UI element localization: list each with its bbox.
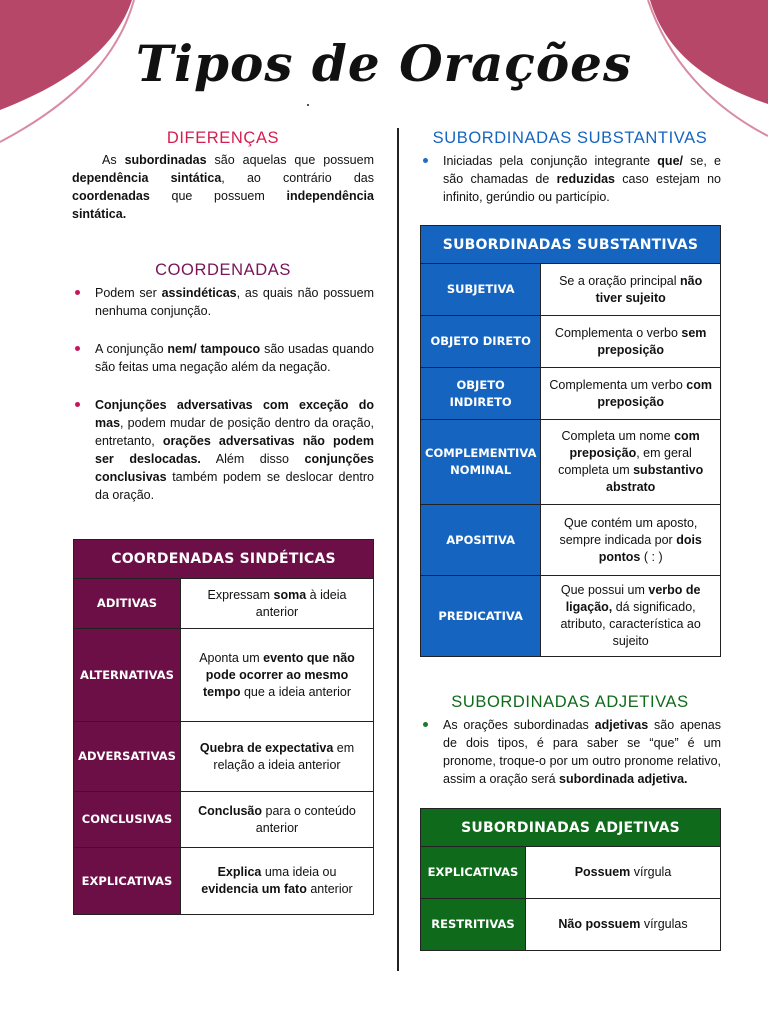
table-row (74, 629, 374, 722)
row-label: SUBJETIVA (421, 264, 541, 316)
subordinadas-adjetivas-table (420, 808, 721, 951)
table-header: COORDENADAS SINDÉTICAS (74, 540, 374, 579)
text-segment: Iniciadas pela conjunção integrante (443, 154, 658, 168)
text-segment: evento que não pode ocorrer ao mesmo tempo (203, 650, 355, 699)
text-segment: nem/ tampouco (167, 342, 261, 356)
text-segment: Além disso (200, 452, 305, 466)
text-segment: Complementa um verbo (549, 377, 687, 392)
column-divider (397, 128, 399, 971)
row-description (181, 792, 374, 848)
text-segment: dois pontos (598, 532, 702, 564)
text-segment: Se a oração principal (559, 273, 680, 288)
text-segment: evidencia um fato (201, 882, 307, 896)
coordenadas-sindeticas-table (73, 539, 374, 915)
text-segment: que possuem (149, 189, 287, 203)
row-label: ADVERSATIVAS (74, 722, 181, 792)
text-segment: uma ideia ou (261, 865, 337, 879)
text-segment: sem preposição (597, 325, 707, 357)
row-description (541, 264, 721, 316)
text-segment: Expressam (207, 587, 274, 602)
text-segment: assindéticas (161, 286, 237, 300)
text-segment: , podem mudar de posição dentro da oração, entretanto, (95, 416, 374, 448)
substantivas-list (420, 152, 721, 206)
text-segment: são aquelas que possuem (206, 153, 374, 167)
text-segment: para o conteúdo anterior (255, 803, 356, 835)
subordinadas-substantivas-table (420, 225, 721, 657)
text-segment: adjetivas (594, 718, 649, 732)
table-row (421, 899, 721, 951)
text-segment: Conclusão (198, 803, 263, 818)
row-description (181, 579, 374, 629)
row-label: ADITIVAS (74, 579, 181, 629)
text-segment: Completa um nome (561, 429, 675, 443)
table-row (74, 722, 374, 792)
text-segment: Podem ser (95, 286, 162, 300)
table-row (421, 368, 721, 420)
text-segment: A conjunção (95, 342, 168, 356)
text-segment: As orações subordinadas (443, 718, 595, 732)
row-description (181, 722, 374, 792)
text-segment: Que contém um aposto, sempre indicada por (559, 515, 698, 547)
text-segment: subordinadas (124, 153, 207, 167)
row-description (541, 368, 721, 420)
table-row (421, 420, 721, 505)
heading-coordenadas: COORDENADAS (155, 261, 291, 279)
row-label: PREDICATIVA (421, 576, 541, 657)
row-label: COMPLEMENTIVA NOMINAL (421, 420, 541, 505)
text-segment: vírgulas (640, 917, 688, 931)
text-segment: subordinada adjetiva. (559, 772, 688, 786)
row-label: EXPLICATIVAS (421, 847, 526, 899)
row-label: EXPLICATIVAS (74, 848, 181, 915)
heading-diferencas: DIFERENÇAS (166, 129, 280, 147)
adjetivas-list (420, 716, 721, 788)
row-description (526, 899, 721, 951)
text-segment: dependência sintática (72, 171, 222, 185)
row-description (181, 629, 374, 722)
table-row (74, 792, 374, 848)
decorative-dot (307, 104, 309, 106)
text-segment: , em geral completa um (558, 446, 692, 477)
page-title: Tipos de Orações (135, 34, 633, 93)
text-segment: Quebra de expectativa (199, 740, 334, 755)
row-label: OBJETO INDIRETO (421, 368, 541, 420)
text-segment: não tiver sujeito (595, 273, 703, 305)
text-segment: também podem se deslocar dentro da oração. (95, 470, 374, 502)
text-segment: conjunções conclusivas (95, 452, 374, 484)
row-description (541, 420, 721, 505)
text-segment: As (102, 153, 125, 167)
table-row (74, 579, 374, 629)
table-row (421, 576, 721, 657)
text-segment: Não possuem (558, 917, 641, 931)
text-segment: , ao contrário das (221, 171, 374, 185)
row-label: CONCLUSIVAS (74, 792, 181, 848)
text-segment: orações adversativas não podem ser deslocadas. (95, 434, 374, 466)
bullet-item (420, 716, 721, 788)
row-description (541, 316, 721, 368)
text-segment: Explica (217, 865, 262, 879)
text-segment: à ideia anterior (255, 587, 347, 619)
heading-subordinadas-adjetivas: SUBORDINADAS ADJETIVAS (451, 693, 689, 711)
table-header: SUBORDINADAS ADJETIVAS (421, 809, 721, 847)
text-segment: soma (273, 587, 307, 602)
text-segment: são usadas quando são feitas uma negação além da negação. (95, 342, 374, 374)
text-segment: substantivo abstrato (606, 463, 704, 494)
row-description (181, 848, 374, 915)
text-segment: são apenas de dois tipos, é para saber se “que” é um pronome, troque-o por um outro pronome relativo, assim a oração será (443, 718, 722, 786)
heading-subordinadas-substantivas: SUBORDINADAS SUBSTANTIVAS (432, 129, 708, 147)
text-segment: ( : ) (640, 549, 663, 564)
text-segment: com preposição (569, 429, 700, 460)
row-label: RESTRITIVAS (421, 899, 526, 951)
text-segment: vírgula (630, 865, 672, 879)
row-label: OBJETO DIRETO (421, 316, 541, 368)
table-row (421, 264, 721, 316)
row-description (541, 576, 721, 657)
row-description (526, 847, 721, 899)
text-segment: caso estejam no infinito, gerúndio ou particípio. (443, 172, 721, 204)
table-row (421, 316, 721, 368)
text-segment: , as quais não possuem nenhuma conjunção. (95, 286, 374, 318)
text-segment: dá significado, atributo, característica ao sujeito (560, 600, 701, 648)
text-segment: Possuem (574, 865, 631, 879)
text-segment: com preposição (597, 377, 712, 409)
table-row (421, 505, 721, 576)
text-segment: Que possui um (560, 583, 649, 597)
bullet-item (72, 396, 374, 504)
table-row (421, 847, 721, 899)
text-segment: coordenadas (72, 189, 150, 203)
diferencas-paragraph (72, 151, 374, 223)
text-segment: Complementa o verbo (554, 325, 682, 340)
text-segment: que a ideia anterior (240, 684, 351, 699)
text-segment: se, e são chamadas de (443, 154, 721, 186)
coordenadas-list (72, 284, 374, 504)
text-segment: Conjunções adversativas com exceção do mas (95, 398, 374, 430)
text-segment: verbo de ligação, (565, 583, 701, 614)
bullet-item (420, 152, 721, 206)
text-segment: independência sintática. (72, 189, 374, 221)
text-segment: Aponta um (199, 650, 264, 665)
bullet-item (72, 284, 374, 320)
table-row (74, 848, 374, 915)
row-description (541, 505, 721, 576)
text-segment: anterior (306, 882, 353, 896)
row-label: APOSITIVA (421, 505, 541, 576)
table-header: SUBORDINADAS SUBSTANTIVAS (421, 226, 721, 264)
row-label: ALTERNATIVAS (74, 629, 181, 722)
text-segment: em relação a ideia anterior (213, 740, 355, 772)
text-segment: reduzidas (556, 172, 615, 186)
bullet-item (72, 340, 374, 376)
text-segment: que/ (657, 154, 683, 168)
